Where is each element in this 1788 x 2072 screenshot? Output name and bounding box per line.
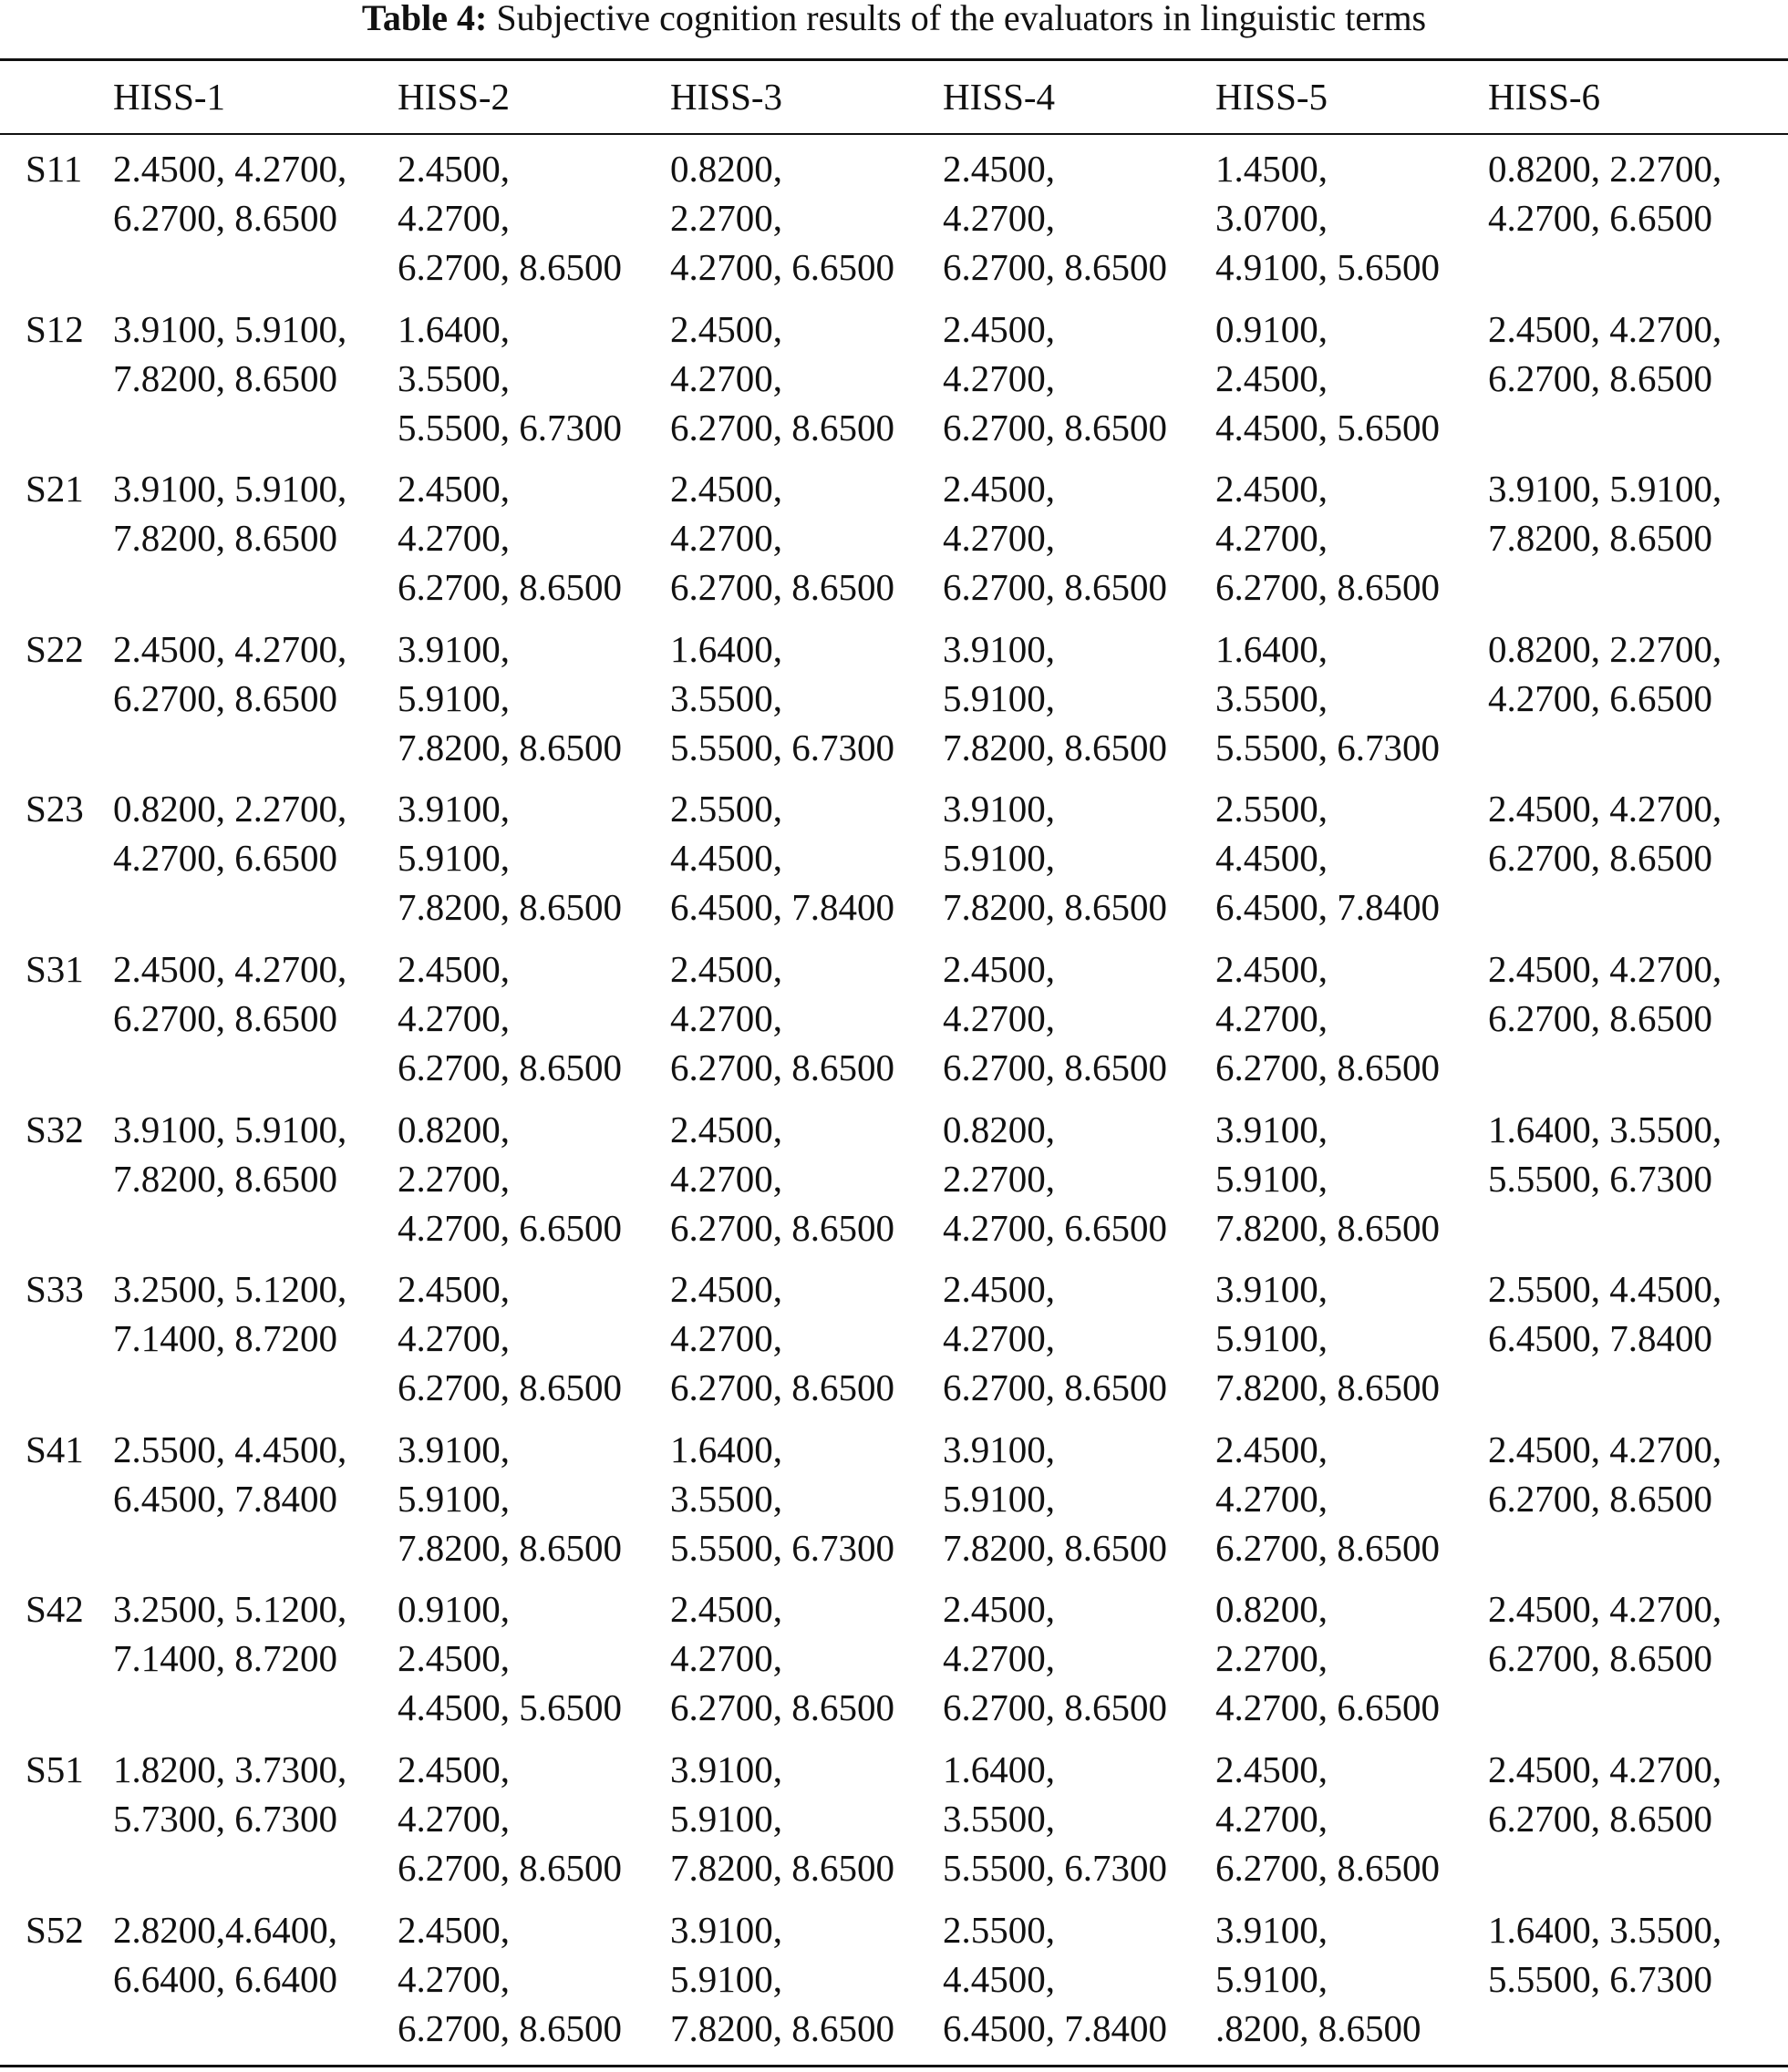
- table-cell: 2.5500, 4.4500, 6.4500, 7.8400: [1215, 788, 1440, 929]
- table-cell: 0.8200, 2.2700, 4.2700, 6.6500: [943, 1108, 1167, 1249]
- table-row: [0, 1264, 1788, 1425]
- table-cell: 2.5500, 4.4500, 6.4500, 7.8400: [670, 788, 894, 929]
- table-row: [0, 1105, 1788, 1265]
- table-cell: 1.6400, 3.5500, 5.5500, 6.7300: [670, 627, 894, 768]
- row-label: S21: [26, 468, 84, 510]
- table-cell: 1.6400, 3.5500, 5.5500, 6.7300: [670, 1428, 894, 1569]
- table-cell: 3.2500, 5.1200, 7.1400, 8.7200: [113, 1588, 347, 1680]
- table-row: [0, 1745, 1788, 1905]
- row-label: S52: [26, 1908, 84, 1951]
- column-header-hiss-6: HISS-6: [1488, 76, 1601, 118]
- table-cell: 2.4500, 4.2700, 6.2700, 8.6500: [1488, 307, 1722, 399]
- row-label: S31: [26, 948, 84, 990]
- table-cell: 3.9100, 5.9100, 7.8200, 8.6500: [398, 1428, 622, 1569]
- table-cell: 3.9100, 5.9100, 7.8200, 8.6500: [1488, 468, 1722, 560]
- table-row: [0, 944, 1788, 1105]
- column-header-hiss-5: HISS-5: [1215, 76, 1328, 118]
- table-caption-label: Table 4:: [361, 0, 488, 38]
- column-header-hiss-1: HISS-1: [113, 76, 226, 118]
- row-label: S41: [26, 1428, 84, 1470]
- row-label: S32: [26, 1108, 84, 1150]
- table-cell: 2.4500, 4.2700, 6.2700, 8.6500: [113, 948, 347, 1039]
- table-cell: 1.6400, 3.5500, 5.5500, 6.7300: [1488, 1908, 1722, 2000]
- table-cell: 2.5500, 4.4500, 6.4500, 7.8400: [943, 1908, 1167, 2049]
- table-cell: 3.2500, 5.1200, 7.1400, 8.7200: [113, 1268, 347, 1360]
- table-top-rule: [0, 58, 1788, 61]
- table-cell: 1.4500, 3.0700, 4.9100, 5.6500: [1215, 148, 1440, 288]
- table-cell: 2.4500, 4.2700, 6.2700, 8.6500: [1488, 948, 1722, 1039]
- table-cell: 3.9100, 5.9100, 7.8200, 8.6500: [943, 788, 1167, 929]
- table-cell: 0.8200, 2.2700, 4.2700, 6.6500: [113, 788, 347, 880]
- table-cell: 2.4500, 4.2700, 6.2700, 8.6500: [943, 1588, 1167, 1729]
- table-cell: 1.8200, 3.7300, 5.7300, 6.7300: [113, 1748, 347, 1840]
- row-label: S33: [26, 1268, 84, 1311]
- table-caption-text: Subjective cognition results of the evaluators in linguistic terms: [496, 0, 1427, 38]
- table-cell: 2.4500, 4.2700, 6.2700, 8.6500: [1488, 1588, 1722, 1680]
- table-cell: 3.9100, 5.9100, 7.8200, 8.6500: [113, 1108, 347, 1200]
- table-cell: 2.4500, 4.2700, 6.2700, 8.6500: [943, 468, 1167, 609]
- row-label: S51: [26, 1748, 84, 1790]
- row-label: S23: [26, 788, 84, 830]
- table-cell: 2.4500, 4.2700, 6.2700, 8.6500: [398, 1268, 622, 1409]
- column-header-hiss-4: HISS-4: [943, 76, 1056, 118]
- row-label: S42: [26, 1588, 84, 1631]
- table-cell: 2.4500, 4.2700, 6.2700, 8.6500: [398, 948, 622, 1088]
- table-bottom-rule: [0, 2065, 1788, 2067]
- table-cell: 0.9100, 2.4500, 4.4500, 5.6500: [1215, 307, 1440, 448]
- table-cell: 0.9100, 2.4500, 4.4500, 5.6500: [398, 1588, 622, 1729]
- table-cell: 1.6400, 3.5500, 5.5500, 6.7300: [1215, 627, 1440, 768]
- table-cell: 2.4500, 4.2700, 6.2700, 8.6500: [1215, 1748, 1440, 1889]
- table-row: [0, 784, 1788, 944]
- table-cell: 2.4500, 4.2700, 6.2700, 8.6500: [670, 948, 894, 1088]
- table-row: [0, 464, 1788, 624]
- table-header-rule: [0, 133, 1788, 135]
- table-cell: 2.4500, 4.2700, 6.2700, 8.6500: [1215, 948, 1440, 1088]
- table-cell: 0.8200, 2.2700, 4.2700, 6.6500: [1488, 627, 1722, 719]
- table-cell: 2.4500, 4.2700, 6.2700, 8.6500: [398, 148, 622, 288]
- table-cell: 3.9100, 5.9100, .8200, 8.6500: [1215, 1908, 1421, 2049]
- table-cell: 2.4500, 4.2700, 6.2700, 8.6500: [670, 1108, 894, 1249]
- table-cell: 2.4500, 4.2700, 6.2700, 8.6500: [398, 1748, 622, 1889]
- table-caption: [0, 0, 1788, 38]
- table-cell: 2.4500, 4.2700, 6.2700, 8.6500: [670, 1268, 894, 1409]
- table-cell: 2.4500, 4.2700, 6.2700, 8.6500: [943, 148, 1167, 288]
- table-cell: 3.9100, 5.9100, 7.8200, 8.6500: [398, 627, 622, 768]
- table-cell: 2.4500, 4.2700, 6.2700, 8.6500: [1488, 1748, 1722, 1840]
- table-cell: 3.9100, 5.9100, 7.8200, 8.6500: [113, 468, 347, 560]
- row-label: S11: [26, 148, 83, 190]
- table-cell: 0.8200, 2.2700, 4.2700, 6.6500: [1215, 1588, 1440, 1729]
- table-cell: 2.4500, 4.2700, 6.2700, 8.6500: [670, 1588, 894, 1729]
- table-cell: 2.4500, 4.2700, 6.2700, 8.6500: [1488, 1428, 1722, 1520]
- table-cell: 2.4500, 4.2700, 6.2700, 8.6500: [670, 468, 894, 609]
- table-cell: 2.4500, 4.2700, 6.2700, 8.6500: [943, 948, 1167, 1088]
- table-cell: 2.4500, 4.2700, 6.2700, 8.6500: [398, 468, 622, 609]
- table-cell: 3.9100, 5.9100, 7.8200, 8.6500: [1215, 1268, 1440, 1409]
- table-cell: 3.9100, 5.9100, 7.8200, 8.6500: [398, 788, 622, 929]
- table-cell: 3.9100, 5.9100, 7.8200, 8.6500: [113, 307, 347, 399]
- table-row: [0, 144, 1788, 304]
- table-cell: 1.6400, 3.5500, 5.5500, 6.7300: [1488, 1108, 1722, 1200]
- table-cell: 2.8200,4.6400, 6.6400, 6.6400: [113, 1908, 337, 2000]
- row-label: S12: [26, 307, 84, 350]
- table-row: [0, 1425, 1788, 1585]
- table-cell: 0.8200, 2.2700, 4.2700, 6.6500: [1488, 148, 1722, 239]
- table-cell: 0.8200, 2.2700, 4.2700, 6.6500: [670, 148, 894, 288]
- table-cell: 2.4500, 4.2700, 6.2700, 8.6500: [1215, 1428, 1440, 1569]
- table-row: [0, 624, 1788, 785]
- table-cell: 3.9100, 5.9100, 7.8200, 8.6500: [1215, 1108, 1440, 1249]
- column-header-hiss-2: HISS-2: [398, 76, 511, 118]
- table-cell: 2.4500, 4.2700, 6.2700, 8.6500: [113, 148, 347, 239]
- table-cell: 2.4500, 4.2700, 6.2700, 8.6500: [1215, 468, 1440, 609]
- table-cell: 2.4500, 4.2700, 6.2700, 8.6500: [113, 627, 347, 719]
- table-cell: 2.5500, 4.4500, 6.4500, 7.8400: [113, 1428, 347, 1520]
- table-cell: 3.9100, 5.9100, 7.8200, 8.6500: [670, 1748, 894, 1889]
- table-cell: 2.4500, 4.2700, 6.2700, 8.6500: [943, 307, 1167, 448]
- row-label: S22: [26, 627, 84, 670]
- table-row: [0, 304, 1788, 465]
- column-header-hiss-3: HISS-3: [670, 76, 783, 118]
- table-cell: 2.5500, 4.4500, 6.4500, 7.8400: [1488, 1268, 1722, 1360]
- table-cell: 2.4500, 4.2700, 6.2700, 8.6500: [943, 1268, 1167, 1409]
- table-cell: 2.4500, 4.2700, 6.2700, 8.6500: [670, 307, 894, 448]
- table-cell: 1.6400, 3.5500, 5.5500, 6.7300: [943, 1748, 1167, 1889]
- table-cell: 3.9100, 5.9100, 7.8200, 8.6500: [943, 1428, 1167, 1569]
- table-cell: 1.6400, 3.5500, 5.5500, 6.7300: [398, 307, 622, 448]
- table-cell: 0.8200, 2.2700, 4.2700, 6.6500: [398, 1108, 622, 1249]
- table-cell: 2.4500, 4.2700, 6.2700, 8.6500: [398, 1908, 622, 2049]
- table-row: [0, 1584, 1788, 1745]
- table-cell: 3.9100, 5.9100, 7.8200, 8.6500: [670, 1908, 894, 2049]
- table-row: [0, 1905, 1788, 2066]
- table-cell: 3.9100, 5.9100, 7.8200, 8.6500: [943, 627, 1167, 768]
- table-cell: 2.4500, 4.2700, 6.2700, 8.6500: [1488, 788, 1722, 880]
